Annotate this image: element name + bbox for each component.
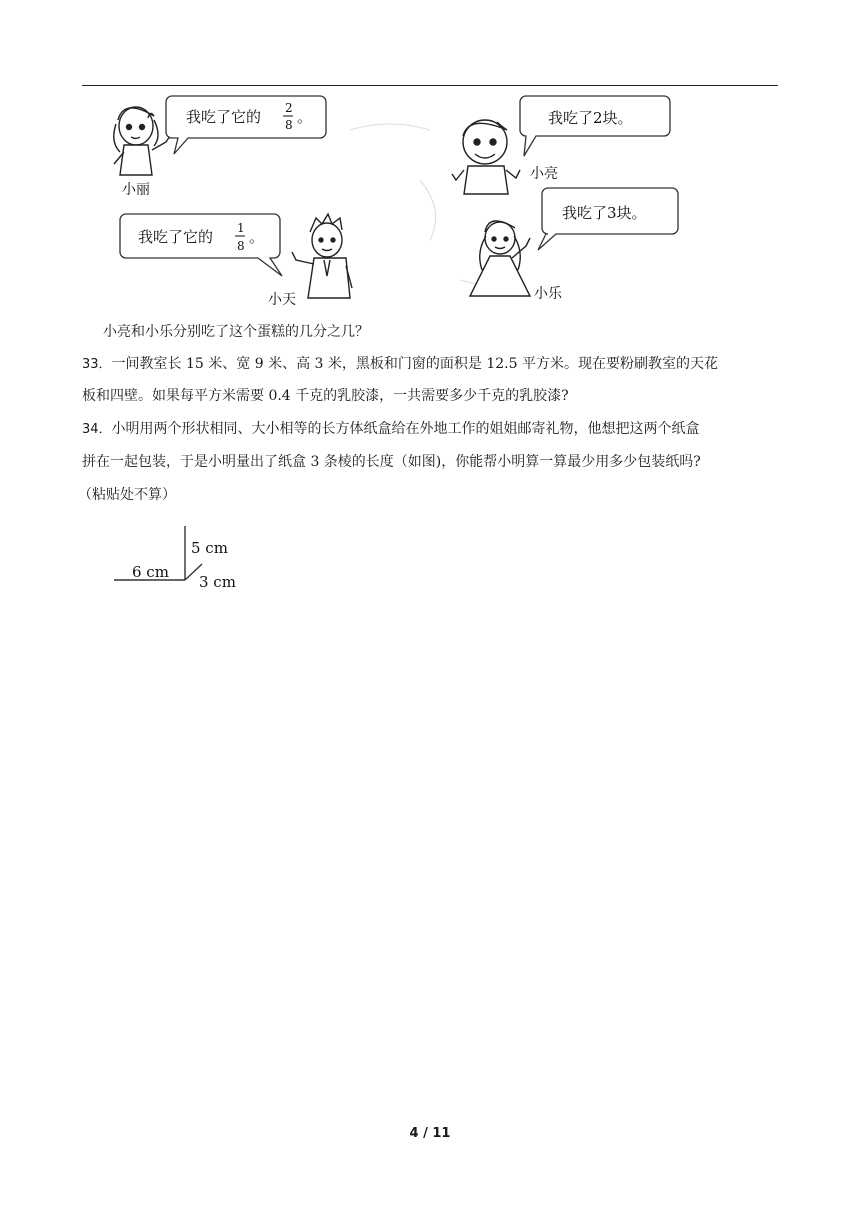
question-33-text-1: 一间教室长 15 米、宽 9 米、高 3 米，黑板和门窗的面积是 12.5 平方米。现在要粉刷教室的天花 [111,356,718,372]
xiaotian-speech-text: 我吃了它的 [138,228,214,246]
xiaoli-name: 小丽 [122,182,150,198]
question-34-line-2: 拼在一起包装，于是小明量出了纸盒 3 条棱的长度（如图)，你能帮小明算一算最少用多少包装纸吗? [82,454,701,470]
question-34-number: 34． [82,422,112,437]
length-label: 6 cm [132,563,169,581]
box-edges-figure [110,522,250,594]
xiaotian-speech-suffix: 。 [249,228,265,246]
height-label: 5 cm [191,539,228,557]
question-33-line-1 [82,354,718,375]
xiaotian-name: 小天 [268,292,296,308]
question-34-line-1 [82,419,700,440]
xiaoliang-figure [452,120,520,194]
xiaoli-speech-text: 我吃了它的 [186,108,262,126]
xiaotian-speech-bubble [120,214,282,276]
cake-dialogue-illustration [100,90,700,312]
xiaotian-fraction-denominator: 8 [237,239,245,253]
width-label: 3 cm [199,573,236,591]
question-32-tail: 小亮和小乐分别吃了这个蛋糕的几分之几？ [103,324,369,340]
xiaoli-fraction-numerator: 2 [285,101,293,115]
xiaoliang-speech-text: 我吃了2块。 [548,109,633,127]
xiaole-figure [470,221,530,296]
xiaoli-fraction-denominator: 8 [285,118,293,132]
xiaotian-fraction-numerator: 1 [237,221,245,235]
xiaotian-figure [292,214,352,298]
header-rule [82,85,778,86]
xiaoli-figure [114,107,170,175]
question-33-line-2: 板和四壁。如果每平方米需要 0.4 千克的乳胶漆，一共需要多少千克的乳胶漆? [82,388,569,404]
xiaole-name: 小乐 [534,286,562,302]
page-number: 4 / 11 [409,1126,451,1141]
xiaole-speech-bubble [538,188,678,250]
xiaoliang-speech-bubble [520,96,670,156]
xiaoliang-name: 小亮 [530,166,558,182]
xiaole-speech-text: 我吃了3块。 [562,204,647,222]
xiaoli-speech-bubble [166,96,326,154]
question-33-number: 33． [82,357,112,372]
question-34-line-3: （粘贴处不算） [78,487,176,503]
question-34-text-1: 小明用两个形状相同、大小相等的长方体纸盒给在外地工作的姐姐邮寄礼物，他想把这两个纸盒 [111,421,700,437]
xiaoli-speech-suffix: 。 [297,108,313,126]
